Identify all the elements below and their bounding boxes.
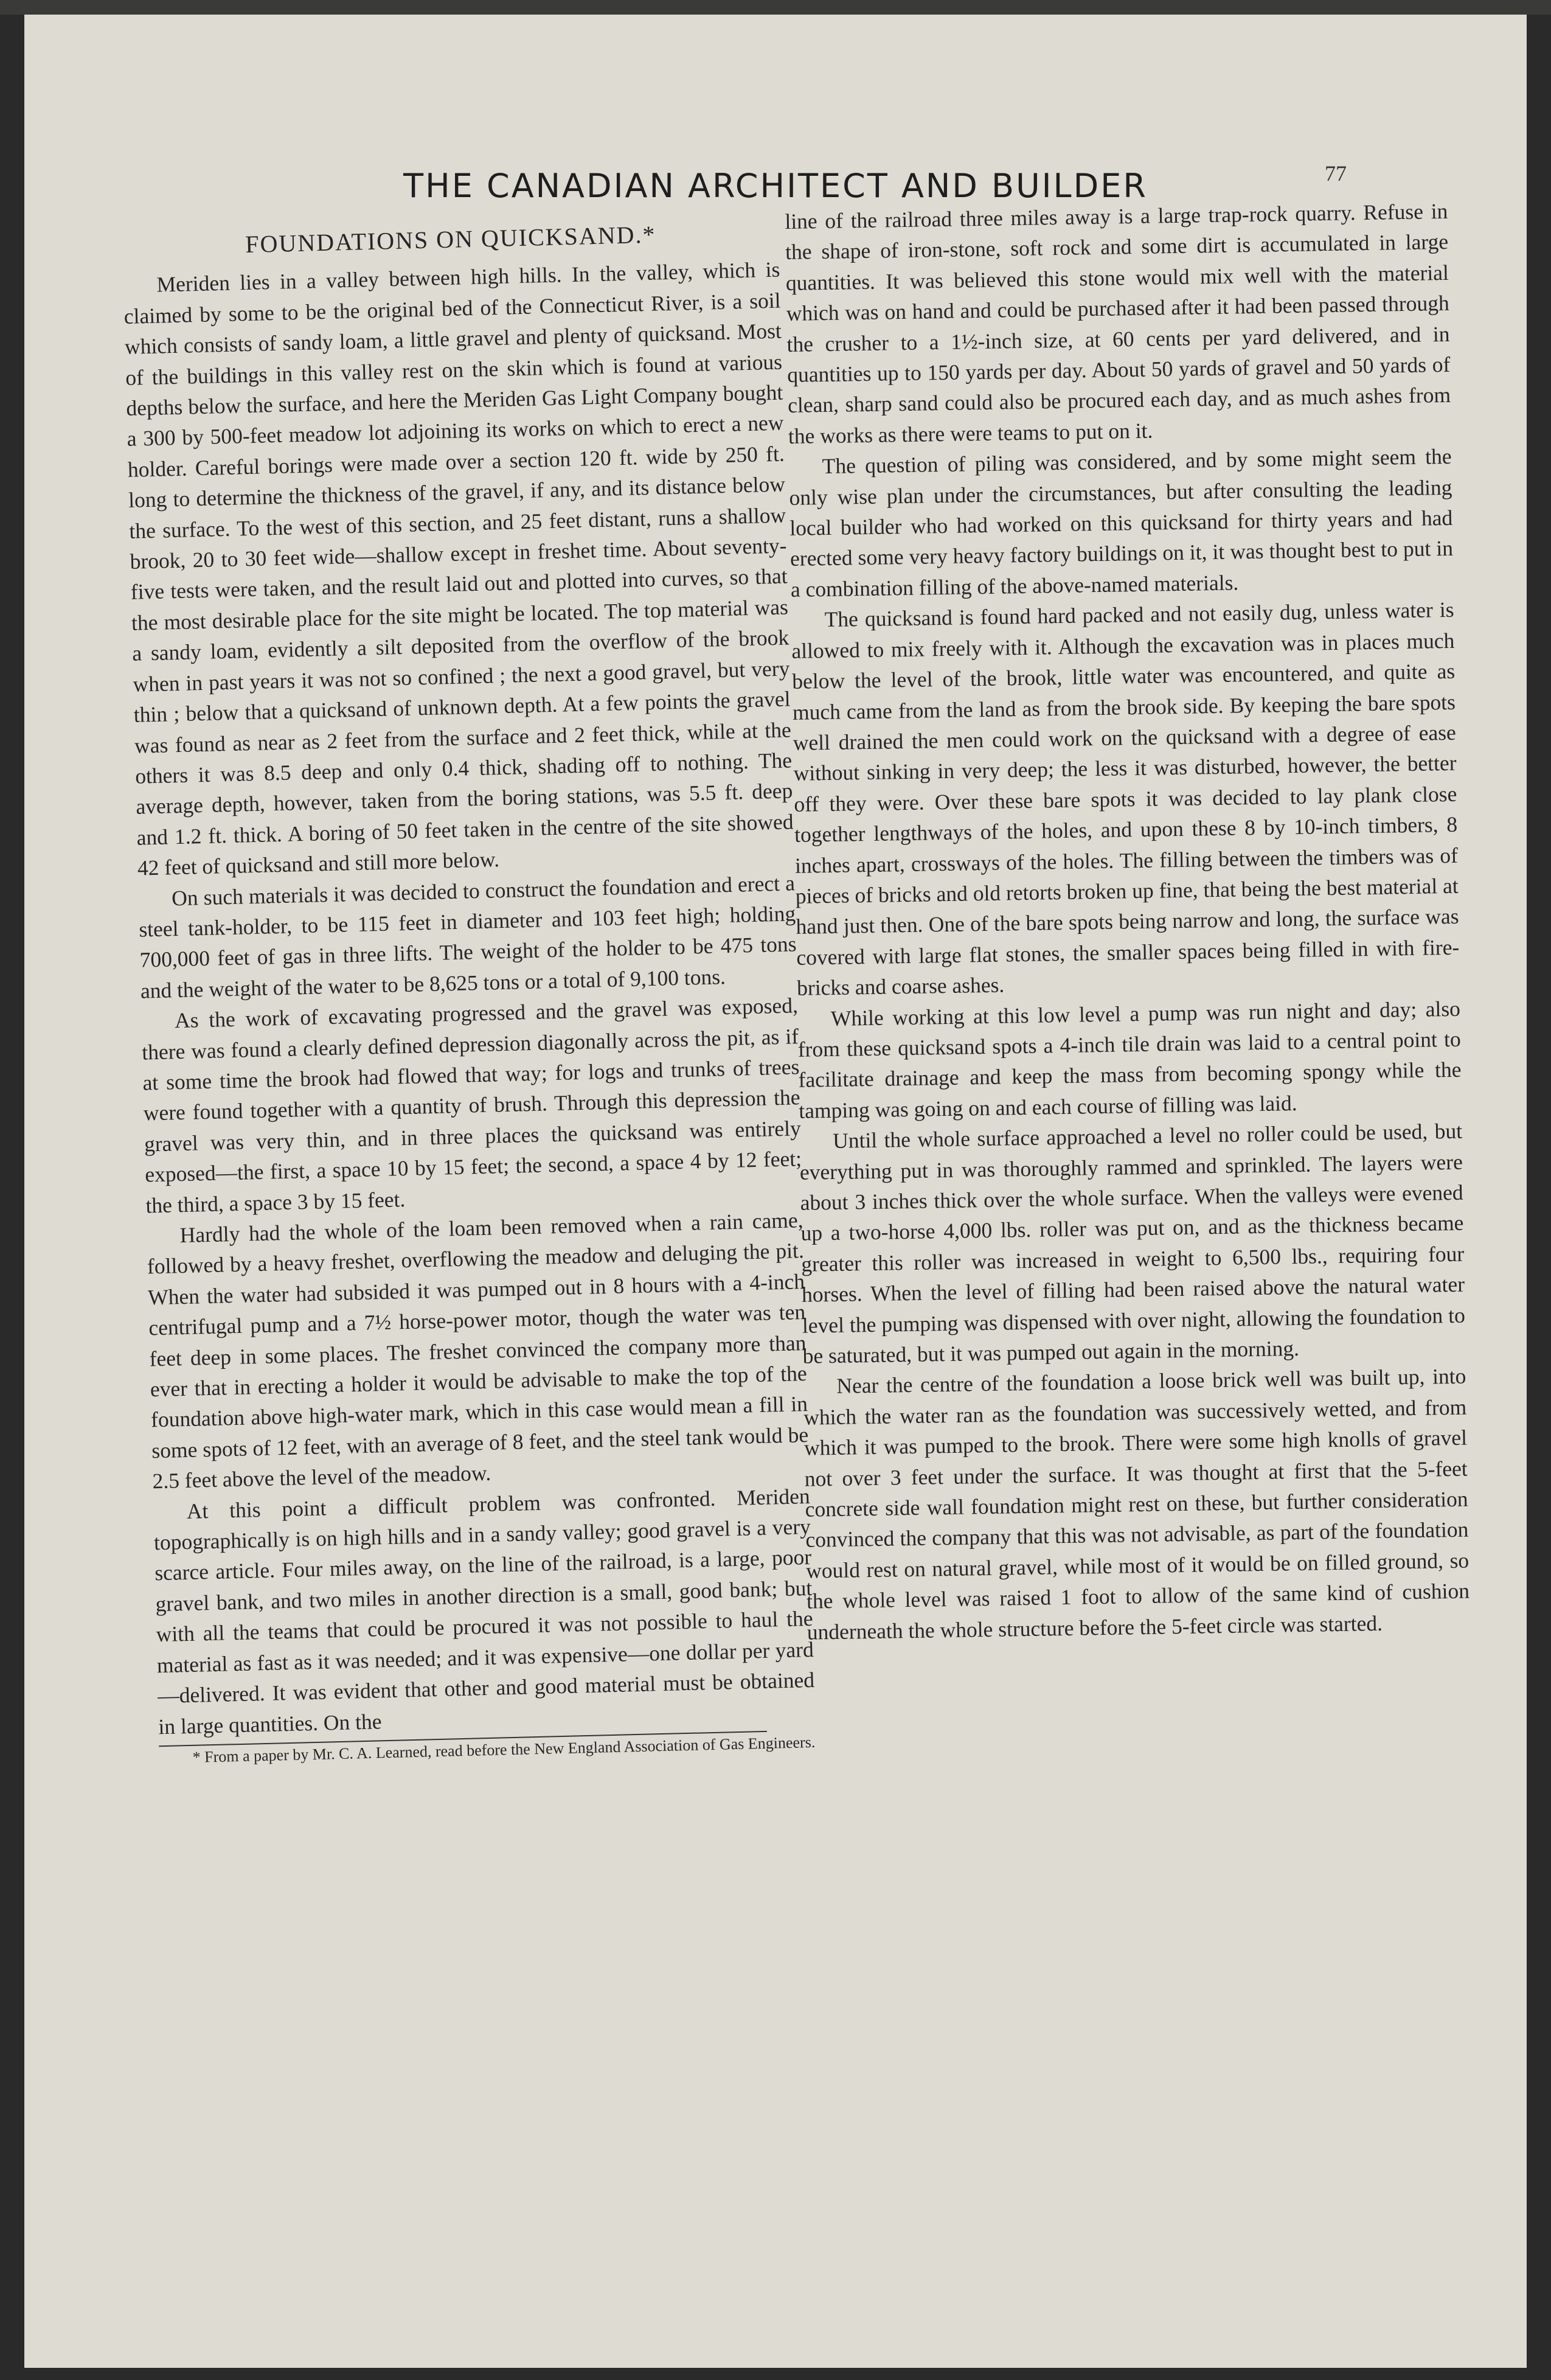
paragraph: The question of piling was considered, and by some might seem the only wise plan under the circumstances, but after consulting the leading local builder who had worked on this quicksand for thirty years and had erected some very heavy factory buildings on it, it was thought best to put in a combination filling of the above-named materials. (789, 444, 1454, 602)
paragraph: As the work of excavating progressed and the gravel was exposed, there was found a clearly defined depression diagonally across the pit, as if at some time the brook had flowed that way; for logs and trunks of trees were found together with a quantity of brush. Through this depression the gravel was very thin, and in three places the quicksand was entirely exposed—the first, a space 10 by 15 feet; the second, a space 4 by 12 feet; the third, a space 3 by 15 feet. (141, 993, 802, 1218)
running-header: THE CANADIAN ARCHITECT AND BUILDER (403, 167, 1148, 205)
right-column (785, 196, 1470, 1648)
paragraph: The quicksand is found hard packed and not easily dug, unless water is allowed to mix freely with it. Although the excavation was in places much below the level of the brook, little water was encountered, and quite as much came from the land as from the brook side. By keeping the bare spots well drained the men could work on the quicksand with a degree of ease without sinking in very deep; the less it was disturbed, however, the better off they were. Over these bare spots it was decided to lay plank close together lengthways of the holes, and upon these 8 by 10-inch timbers, 8 inches apart, crossways of the holes. The filling between the timbers was of pieces of bricks and old retorts broken up fine, that being the best material at hand just then. One of the bare spots being narrow and long, the surface was covered with large flat stones, the smaller spaces being filled in with fire-bricks and coarse ashes. (791, 597, 1460, 1000)
paragraph: Until the whole surface approached a level no roller could be used, but everything put in was thoroughly rammed and sprinkled. The layers were about 3 inches thick over the whole surface. When the valleys were evened up a two-horse 4,000 lbs. roller was put on, and as the thickness became greater this roller was increased in weight to 6,500 lbs., requiring four horses. When the level of filling had been raised above the natural water level the pumping was dispensed with over night, allowing the foundation to be saturated, but it was pumped out again in the morning. (799, 1118, 1466, 1368)
paragraph: At this point a difficult problem was confronted. Meriden topographically is on high hills and in a sandy valley; good gravel is a very scarce article. Four miles away, on the line of the railroad, is a large, poor gravel bank, and two miles in another direction is a small, good bank; but with all the teams that could be procured it was not possible to haul the material as fast as it was needed; and it was expensive—one dollar per yard—delivered. It was evident that other and good material must be obtained in large quantities. On the (153, 1483, 815, 1739)
page (24, 15, 1527, 2368)
paragraph: While working at this low level a pump was run night and day; also from these quicksand spots a 4-inch tile drain was laid to a central point to facilitate drainage and keep the mass from becoming spongy while the tamping was going on and each course of filling was laid. (797, 996, 1462, 1123)
footnote: * From a paper by Mr. C. A. Learned, read before the New England Association of Gas Engineers. (192, 1733, 816, 1766)
left-column (122, 206, 816, 1768)
paragraph: line of the railroad three miles away is a large trap-rock quarry. Refuse in the shape of iron-stone, soft rock and some dirt is accumulated in large quantities. It was believed this stone would mix well with the material which was on hand and could be purchased after it had been passed through the crusher to a 1½-inch size, at 60 cents per yard delivered, and in quantities up to 150 yards per day. About 50 yards of gravel and 50 yards of clean, sharp sand could also be procured each day, and as much ashes from the works as there were teams to put on it. (785, 198, 1451, 448)
article-title: FOUNDATIONS ON QUICKSAND.* (245, 220, 656, 259)
paragraph: Hardly had the whole of the loam been removed when a rain came, followed by a heavy freshet, overflowing the meadow and deluging the pit. When the water had subsided it was pumped out in 8 hours with a 4-inch centrifugal pump and a 7½ horse-power motor, though the water was ten feet deep in some places. The freshet convinced the company more than ever that in erecting a holder it would be advisable to make the top of the foundation above high-water mark, which in this case would mean a fill in some spots of 12 feet, with an average of 8 feet, and the steel tank would be 2.5 feet above the level of the meadow. (147, 1208, 809, 1494)
page-number: 77 (1325, 161, 1347, 186)
scan-edge (0, 0, 1551, 15)
paragraph: Meriden lies in a valley between high hills. In the valley, which is claimed by some to be the original bed of the Connecticut River, is a soil which consists of sandy loam, a little gravel and plenty of quicksand. Most of the buildings in this valley rest on the skin which is found at various depths below the surface, and here the Meriden Gas Light Company bought a 300 by 500-feet meadow lot adjoining its works on which to erect a new holder. Careful borings were made over a section 120 ft. wide by 250 ft. long to determine the thickness of the gravel, if any, and its distance below the surface. To the west of this section, and 25 feet distant, runs a shallow brook, 20 to 30 feet wide—shallow except in freshet time. About seventy-five tests were taken, and the result laid out and plotted into curves, so that the most desirable place for the site might be located. The top material was a sandy loam, evidently a silt deposited from the overflow of the brook when in past years it was not so confined ; the next a good gravel, but very thin ; below that a quicksand of unknown depth. At a few points the gravel was found as near as 2 feet from the surface and 2 feet thick, while at the others it was 8.5 deep and only 0.4 thick, shading off to nothing. The average depth, however, taken from the boring stations, was 5.5 ft. deep and 1.2 ft. thick. A boring of 50 feet taken in the centre of the site showed 42 feet of quicksand and still more below. (123, 257, 794, 880)
paragraph: Near the centre of the foundation a loose brick well was built up, into which the water ran as the foundation was successively wetted, and from which it was pumped to the brook. There were some high knolls of gravel not over 3 feet under the surface. It was thought at first that the 5-feet concrete side wall foundation might rest on these, but further consideration convinced the company that this was not advisable, as part of the foundation would rest on natural gravel, while most of it would be on filled ground, so the whole level was raised 1 foot to allow of the same kind of cushion underneath the whole structure before the 5-feet circle was started. (803, 1364, 1470, 1644)
paragraph: On such materials it was decided to construct the foundation and erect a steel tank-holder, to be 115 feet in diameter and 103 feet high; holding 700,000 feet of gas in three lifts. The weight of the holder to be 475 tons and the weight of the water to be 8,625 tons or a total of 9,100 tons. (138, 870, 797, 1003)
